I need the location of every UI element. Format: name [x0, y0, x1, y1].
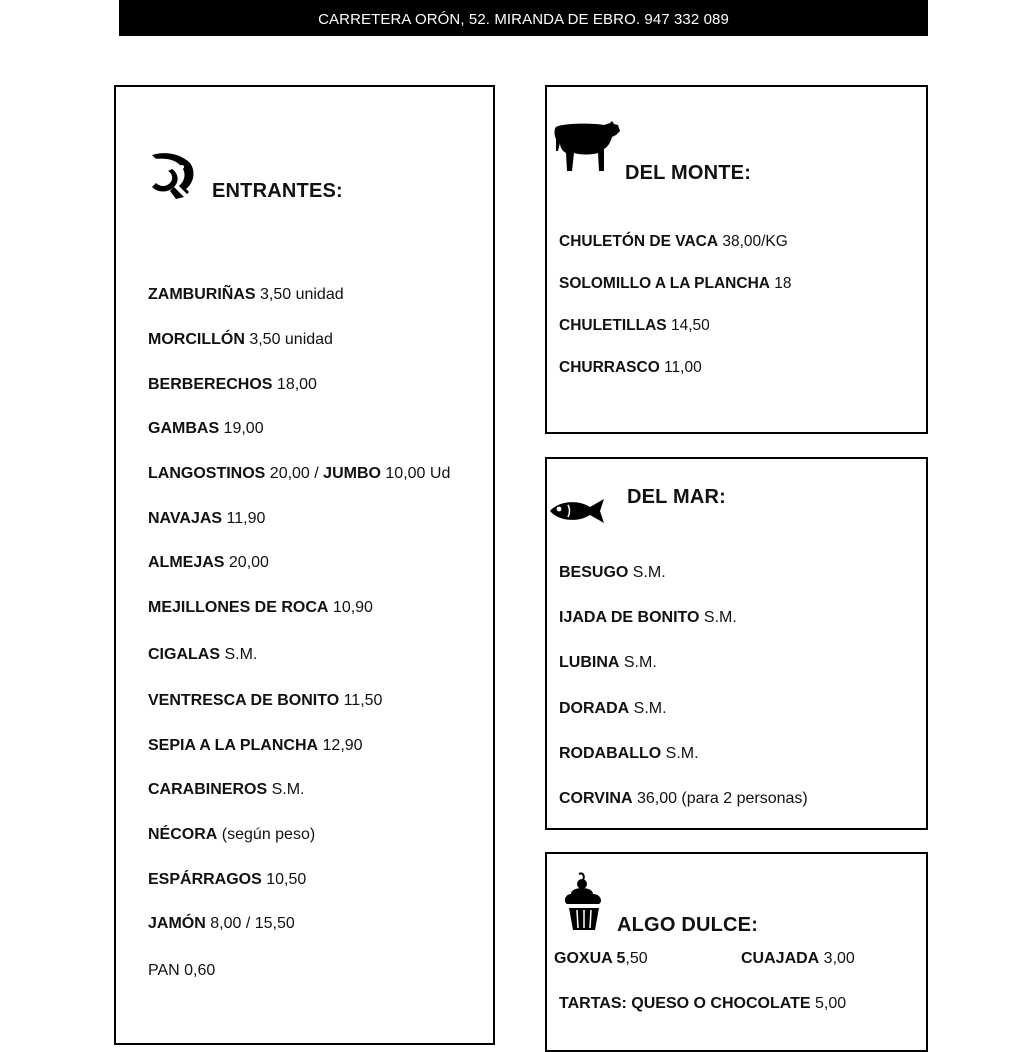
menu-item: CHULETÓN DE VACA 38,00/KG	[559, 233, 788, 250]
menu-item: DORADA S.M.	[559, 700, 667, 717]
menu-item: JAMÓN 8,00 / 15,50	[148, 915, 295, 932]
shrimp-icon	[150, 151, 196, 206]
menu-item: MEJILLONES DE ROCA 10,90	[148, 599, 373, 616]
menu-item: CHULETILLAS 14,50	[559, 317, 710, 334]
menu-item: CIGALAS S.M.	[148, 646, 258, 663]
menu-item: NÉCORA (según peso)	[148, 826, 316, 843]
menu-item: ZAMBURIÑAS 3,50 unidad	[148, 286, 344, 303]
menu-item: VENTRESCA DE BONITO 11,50	[148, 692, 383, 709]
menu-item: CARABINEROS S.M.	[148, 781, 305, 798]
entrantes-section	[114, 85, 495, 1045]
menu-item: SEPIA A LA PLANCHA 12,90	[148, 737, 363, 754]
menu-item: PAN 0,60	[148, 962, 216, 979]
menu-item: CHURRASCO 11,00	[559, 359, 702, 376]
menu-item: BERBERECHOS 18,00	[148, 376, 317, 393]
dulce-section	[545, 852, 928, 1052]
mar-title: DEL MAR:	[627, 486, 727, 508]
dulce-title: ALGO DULCE:	[617, 914, 759, 936]
address-bar	[119, 0, 928, 36]
menu-item: ALMEJAS 20,00	[148, 554, 269, 571]
menu-item: GOXUA 5,50	[554, 950, 648, 967]
cow-icon	[552, 121, 622, 178]
menu-item: CORVINA 36,00 (para 2 personas)	[559, 790, 808, 807]
menu-item: GAMBAS 19,00	[148, 420, 264, 437]
menu-item: BESUGO S.M.	[559, 564, 666, 581]
address-text: CARRETERA ORÓN, 52. MIRANDA DE EBRO. 947 332 089	[318, 11, 729, 28]
menu-item: TARTAS: QUESO O CHOCOLATE 5,00	[559, 995, 847, 1012]
menu-item: MORCILLÓN 3,50 unidad	[148, 331, 333, 348]
fish-icon	[548, 497, 610, 530]
menu-item: SOLOMILLO A LA PLANCHA 18	[559, 275, 792, 292]
cupcake-icon	[561, 872, 607, 939]
entrantes-title: ENTRANTES:	[212, 180, 343, 202]
mar-section	[545, 457, 928, 830]
monte-section	[545, 85, 928, 434]
menu-item: CUAJADA 3,00	[741, 950, 855, 967]
menu-item: IJADA DE BONITO S.M.	[559, 609, 737, 626]
menu-item: NAVAJAS 11,90	[148, 510, 266, 527]
menu-item: ESPÁRRAGOS 10,50	[148, 871, 307, 888]
menu-item: LANGOSTINOS 20,00 / JUMBO 10,00 Ud	[148, 465, 451, 482]
monte-title: DEL MONTE:	[625, 162, 752, 184]
menu-item: LUBINA S.M.	[559, 654, 657, 671]
menu-item: RODABALLO S.M.	[559, 745, 699, 762]
